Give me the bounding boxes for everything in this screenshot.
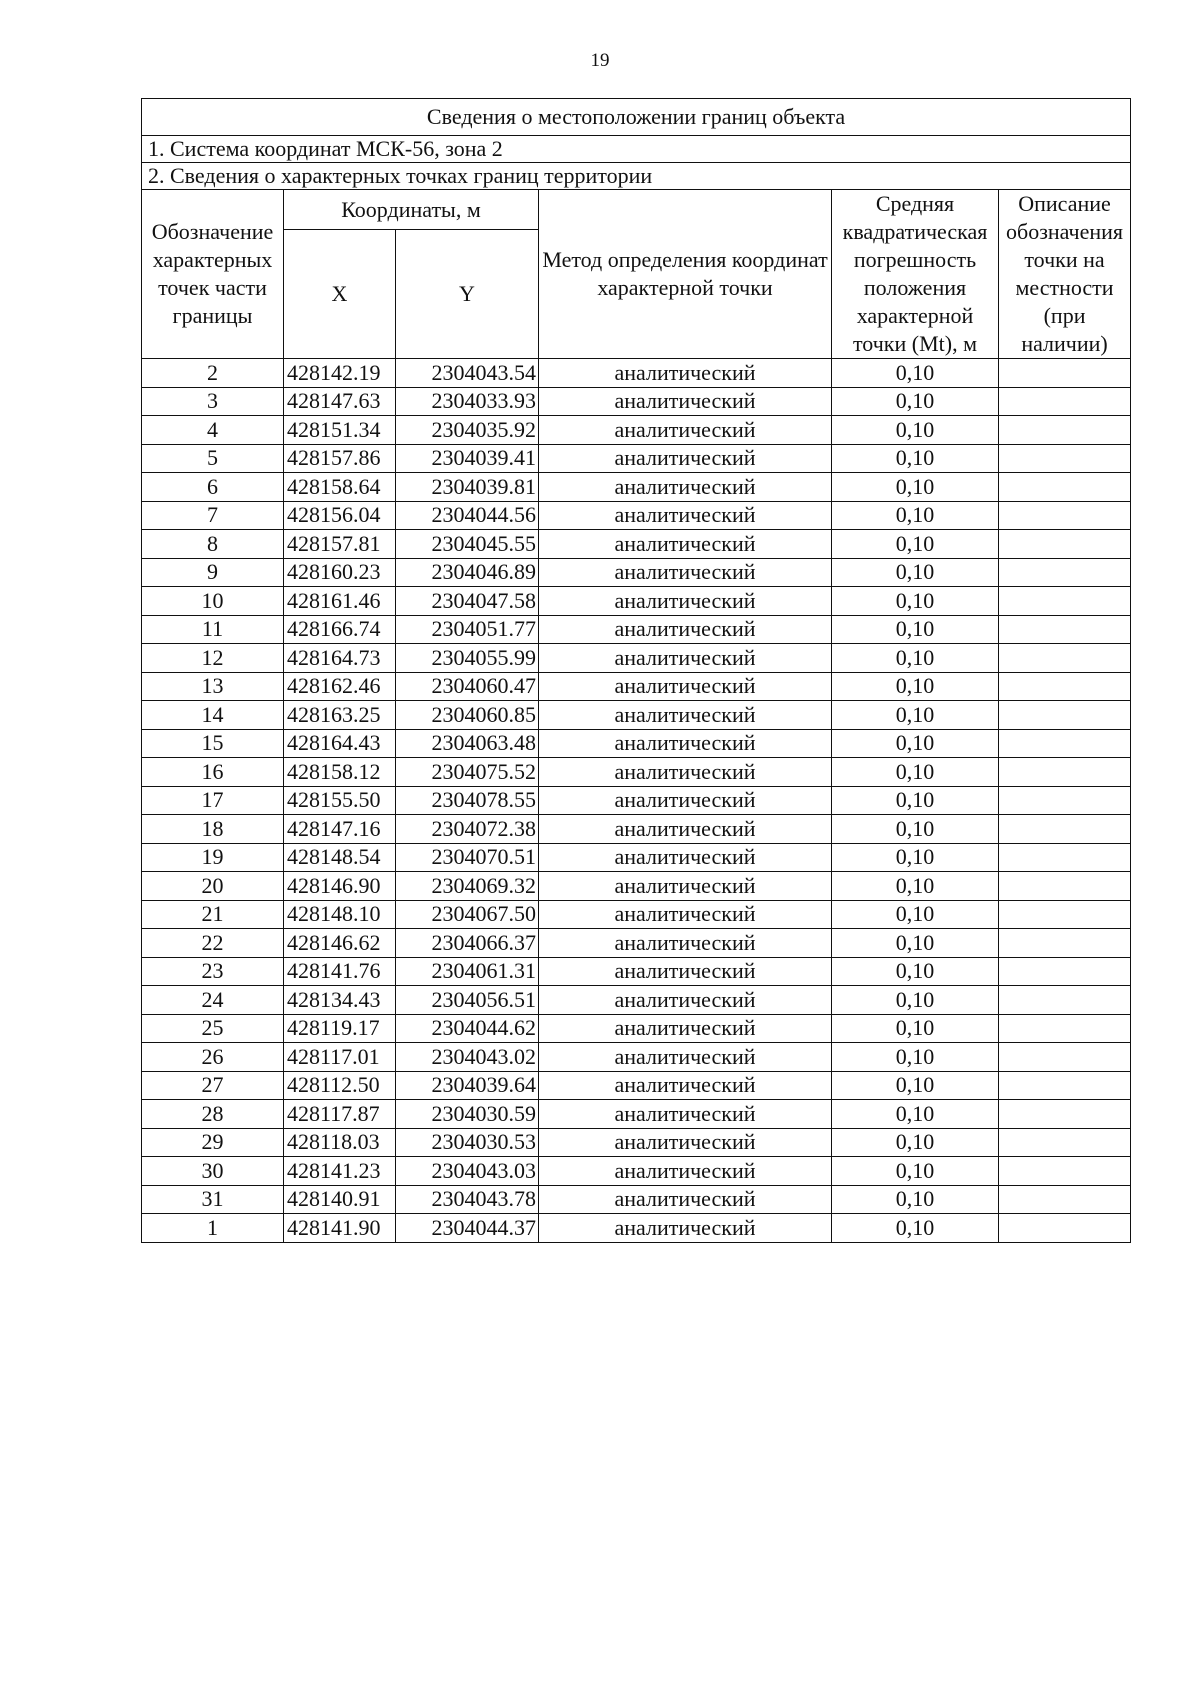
error-cell: 0,10 — [832, 729, 999, 758]
point-cell: 19 — [142, 843, 284, 872]
x-cell: 428163.25 — [284, 701, 396, 730]
x-cell: 428147.63 — [284, 387, 396, 416]
method-cell: аналитический — [539, 359, 832, 388]
method-cell: аналитический — [539, 957, 832, 986]
x-cell: 428146.62 — [284, 929, 396, 958]
method-cell: аналитический — [539, 444, 832, 473]
x-cell: 428158.64 — [284, 473, 396, 502]
x-cell: 428161.46 — [284, 587, 396, 616]
table-row — [142, 387, 1131, 416]
table-row — [142, 957, 1131, 986]
x-cell: 428140.91 — [284, 1185, 396, 1214]
table-row — [142, 672, 1131, 701]
method-cell: аналитический — [539, 558, 832, 587]
x-cell: 428119.17 — [284, 1014, 396, 1043]
header-x: X — [284, 230, 396, 359]
header-method: Метод определения координат характерной точки — [539, 190, 832, 359]
y-cell: 2304039.41 — [396, 444, 539, 473]
point-cell: 15 — [142, 729, 284, 758]
error-cell: 0,10 — [832, 986, 999, 1015]
error-cell: 0,10 — [832, 1043, 999, 1072]
table-row — [142, 444, 1131, 473]
table-row — [142, 1214, 1131, 1243]
table-row — [142, 501, 1131, 530]
error-cell: 0,10 — [832, 701, 999, 730]
error-cell: 0,10 — [832, 501, 999, 530]
point-cell: 18 — [142, 815, 284, 844]
point-cell: 30 — [142, 1157, 284, 1186]
error-cell: 0,10 — [832, 359, 999, 388]
error-cell: 0,10 — [832, 957, 999, 986]
method-cell: аналитический — [539, 786, 832, 815]
description-cell — [999, 1128, 1131, 1157]
x-cell: 428141.23 — [284, 1157, 396, 1186]
error-cell: 0,10 — [832, 1100, 999, 1129]
x-cell: 428147.16 — [284, 815, 396, 844]
point-cell: 3 — [142, 387, 284, 416]
point-cell: 26 — [142, 1043, 284, 1072]
point-cell: 31 — [142, 1185, 284, 1214]
table-row — [142, 359, 1131, 388]
method-cell: аналитический — [539, 1014, 832, 1043]
description-cell — [999, 986, 1131, 1015]
y-cell: 2304030.59 — [396, 1100, 539, 1129]
table-row — [142, 1014, 1131, 1043]
point-cell: 24 — [142, 986, 284, 1015]
description-cell — [999, 900, 1131, 929]
y-cell: 2304045.55 — [396, 530, 539, 559]
x-cell: 428117.01 — [284, 1043, 396, 1072]
table-row — [142, 1071, 1131, 1100]
method-cell: аналитический — [539, 815, 832, 844]
point-cell: 17 — [142, 786, 284, 815]
point-cell: 4 — [142, 416, 284, 445]
y-cell: 2304060.85 — [396, 701, 539, 730]
method-cell: аналитический — [539, 701, 832, 730]
description-cell — [999, 1043, 1131, 1072]
description-cell — [999, 729, 1131, 758]
method-cell: аналитический — [539, 530, 832, 559]
x-cell: 428112.50 — [284, 1071, 396, 1100]
method-cell: аналитический — [539, 1100, 832, 1129]
table-row — [142, 615, 1131, 644]
x-cell: 428160.23 — [284, 558, 396, 587]
table-row — [142, 729, 1131, 758]
method-cell: аналитический — [539, 1157, 832, 1186]
point-cell: 29 — [142, 1128, 284, 1157]
x-cell: 428141.76 — [284, 957, 396, 986]
description-cell — [999, 957, 1131, 986]
method-cell: аналитический — [539, 1071, 832, 1100]
method-cell: аналитический — [539, 672, 832, 701]
error-cell: 0,10 — [832, 473, 999, 502]
point-cell: 14 — [142, 701, 284, 730]
table-row — [142, 701, 1131, 730]
error-cell: 0,10 — [832, 644, 999, 673]
x-cell: 428162.46 — [284, 672, 396, 701]
point-cell: 9 — [142, 558, 284, 587]
table-row — [142, 786, 1131, 815]
description-cell — [999, 843, 1131, 872]
header-y: Y — [396, 230, 539, 359]
x-cell: 428134.43 — [284, 986, 396, 1015]
point-cell: 21 — [142, 900, 284, 929]
point-cell: 11 — [142, 615, 284, 644]
error-cell: 0,10 — [832, 587, 999, 616]
table-row — [142, 872, 1131, 901]
y-cell: 2304044.37 — [396, 1214, 539, 1243]
y-cell: 2304033.93 — [396, 387, 539, 416]
description-cell — [999, 644, 1131, 673]
error-cell: 0,10 — [832, 558, 999, 587]
x-cell: 428148.10 — [284, 900, 396, 929]
x-cell: 428141.90 — [284, 1214, 396, 1243]
table-title: Сведения о местоположении границ объекта — [142, 99, 1131, 136]
y-cell: 2304061.31 — [396, 957, 539, 986]
method-cell: аналитический — [539, 1043, 832, 1072]
table-row — [142, 1043, 1131, 1072]
description-cell — [999, 501, 1131, 530]
error-cell: 0,10 — [832, 758, 999, 787]
error-cell: 0,10 — [832, 615, 999, 644]
table-row — [142, 758, 1131, 787]
table-row — [142, 843, 1131, 872]
y-cell: 2304066.37 — [396, 929, 539, 958]
point-cell: 23 — [142, 957, 284, 986]
description-cell — [999, 558, 1131, 587]
method-cell: аналитический — [539, 501, 832, 530]
error-cell: 0,10 — [832, 444, 999, 473]
y-cell: 2304047.58 — [396, 587, 539, 616]
method-cell: аналитический — [539, 1185, 832, 1214]
error-cell: 0,10 — [832, 843, 999, 872]
description-cell — [999, 1014, 1131, 1043]
x-cell: 428146.90 — [284, 872, 396, 901]
error-cell: 0,10 — [832, 1157, 999, 1186]
x-cell: 428155.50 — [284, 786, 396, 815]
description-cell — [999, 872, 1131, 901]
point-cell: 28 — [142, 1100, 284, 1129]
method-cell: аналитический — [539, 473, 832, 502]
description-cell — [999, 1071, 1131, 1100]
method-cell: аналитический — [539, 1128, 832, 1157]
point-cell: 8 — [142, 530, 284, 559]
x-cell: 428156.04 — [284, 501, 396, 530]
coordinate-system: 1. Система координат МСК-56, зона 2 — [142, 136, 1131, 163]
y-cell: 2304039.81 — [396, 473, 539, 502]
y-cell: 2304035.92 — [396, 416, 539, 445]
y-cell: 2304072.38 — [396, 815, 539, 844]
description-cell — [999, 1100, 1131, 1129]
point-cell: 16 — [142, 758, 284, 787]
x-cell: 428166.74 — [284, 615, 396, 644]
error-cell: 0,10 — [832, 786, 999, 815]
description-cell — [999, 672, 1131, 701]
x-cell: 428164.43 — [284, 729, 396, 758]
x-cell: 428158.12 — [284, 758, 396, 787]
y-cell: 2304039.64 — [396, 1071, 539, 1100]
y-cell: 2304043.54 — [396, 359, 539, 388]
y-cell: 2304075.52 — [396, 758, 539, 787]
x-cell: 428157.86 — [284, 444, 396, 473]
x-cell: 428151.34 — [284, 416, 396, 445]
description-cell — [999, 530, 1131, 559]
error-cell: 0,10 — [832, 672, 999, 701]
table-row — [142, 473, 1131, 502]
description-cell — [999, 815, 1131, 844]
y-cell: 2304044.56 — [396, 501, 539, 530]
point-cell: 22 — [142, 929, 284, 958]
error-cell: 0,10 — [832, 1128, 999, 1157]
method-cell: аналитический — [539, 387, 832, 416]
error-cell: 0,10 — [832, 872, 999, 901]
table-row — [142, 929, 1131, 958]
description-cell — [999, 615, 1131, 644]
y-cell: 2304044.62 — [396, 1014, 539, 1043]
description-cell — [999, 786, 1131, 815]
y-cell: 2304078.55 — [396, 786, 539, 815]
description-cell — [999, 387, 1131, 416]
table-row — [142, 815, 1131, 844]
error-cell: 0,10 — [832, 1185, 999, 1214]
method-cell: аналитический — [539, 986, 832, 1015]
table-row — [142, 530, 1131, 559]
header-coords: Координаты, м — [284, 190, 539, 230]
point-cell: 2 — [142, 359, 284, 388]
y-cell: 2304030.53 — [396, 1128, 539, 1157]
description-cell — [999, 701, 1131, 730]
point-cell: 25 — [142, 1014, 284, 1043]
y-cell: 2304043.03 — [396, 1157, 539, 1186]
method-cell: аналитический — [539, 900, 832, 929]
table-row — [142, 416, 1131, 445]
method-cell: аналитический — [539, 729, 832, 758]
y-cell: 2304043.02 — [396, 1043, 539, 1072]
method-cell: аналитический — [539, 843, 832, 872]
y-cell: 2304051.77 — [396, 615, 539, 644]
method-cell: аналитический — [539, 644, 832, 673]
section-heading: 2. Сведения о характерных точках границ территории — [142, 163, 1131, 190]
x-cell: 428118.03 — [284, 1128, 396, 1157]
x-cell: 428117.87 — [284, 1100, 396, 1129]
point-cell: 1 — [142, 1214, 284, 1243]
header-description: Описание обозначения точки на местности (при наличии) — [999, 190, 1131, 359]
y-cell: 2304067.50 — [396, 900, 539, 929]
method-cell: аналитический — [539, 615, 832, 644]
x-cell: 428164.73 — [284, 644, 396, 673]
y-cell: 2304070.51 — [396, 843, 539, 872]
header-error: Средняя квадратическая погрешность положения характерной точки (Mt), м — [832, 190, 999, 359]
y-cell: 2304069.32 — [396, 872, 539, 901]
table-row — [142, 1185, 1131, 1214]
error-cell: 0,10 — [832, 387, 999, 416]
description-cell — [999, 758, 1131, 787]
point-cell: 27 — [142, 1071, 284, 1100]
x-cell: 428157.81 — [284, 530, 396, 559]
error-cell: 0,10 — [832, 416, 999, 445]
page-number: 19 — [590, 50, 610, 71]
error-cell: 0,10 — [832, 1014, 999, 1043]
description-cell — [999, 359, 1131, 388]
method-cell: аналитический — [539, 872, 832, 901]
error-cell: 0,10 — [832, 530, 999, 559]
method-cell: аналитический — [539, 587, 832, 616]
error-cell: 0,10 — [832, 900, 999, 929]
method-cell: аналитический — [539, 1214, 832, 1243]
point-cell: 5 — [142, 444, 284, 473]
description-cell — [999, 473, 1131, 502]
description-cell — [999, 929, 1131, 958]
error-cell: 0,10 — [832, 1214, 999, 1243]
description-cell — [999, 416, 1131, 445]
header-point: Обозначение характерных точек части границы — [142, 190, 284, 359]
point-cell: 10 — [142, 587, 284, 616]
error-cell: 0,10 — [832, 1071, 999, 1100]
table-row — [142, 1100, 1131, 1129]
y-cell: 2304056.51 — [396, 986, 539, 1015]
description-cell — [999, 1185, 1131, 1214]
description-cell — [999, 1157, 1131, 1186]
description-cell — [999, 1214, 1131, 1243]
y-cell: 2304060.47 — [396, 672, 539, 701]
point-cell: 12 — [142, 644, 284, 673]
table-row — [142, 558, 1131, 587]
point-cell: 7 — [142, 501, 284, 530]
x-cell: 428148.54 — [284, 843, 396, 872]
method-cell: аналитический — [539, 758, 832, 787]
y-cell: 2304063.48 — [396, 729, 539, 758]
method-cell: аналитический — [539, 416, 832, 445]
point-cell: 13 — [142, 672, 284, 701]
boundary-coordinates-table — [141, 98, 1131, 1243]
error-cell: 0,10 — [832, 815, 999, 844]
description-cell — [999, 587, 1131, 616]
method-cell: аналитический — [539, 929, 832, 958]
table-row — [142, 900, 1131, 929]
y-cell: 2304046.89 — [396, 558, 539, 587]
error-cell: 0,10 — [832, 929, 999, 958]
point-cell: 6 — [142, 473, 284, 502]
table-row — [142, 587, 1131, 616]
y-cell: 2304055.99 — [396, 644, 539, 673]
point-cell: 20 — [142, 872, 284, 901]
x-cell: 428142.19 — [284, 359, 396, 388]
y-cell: 2304043.78 — [396, 1185, 539, 1214]
table-row — [142, 1157, 1131, 1186]
table-row — [142, 1128, 1131, 1157]
description-cell — [999, 444, 1131, 473]
table-row — [142, 644, 1131, 673]
table-row — [142, 986, 1131, 1015]
